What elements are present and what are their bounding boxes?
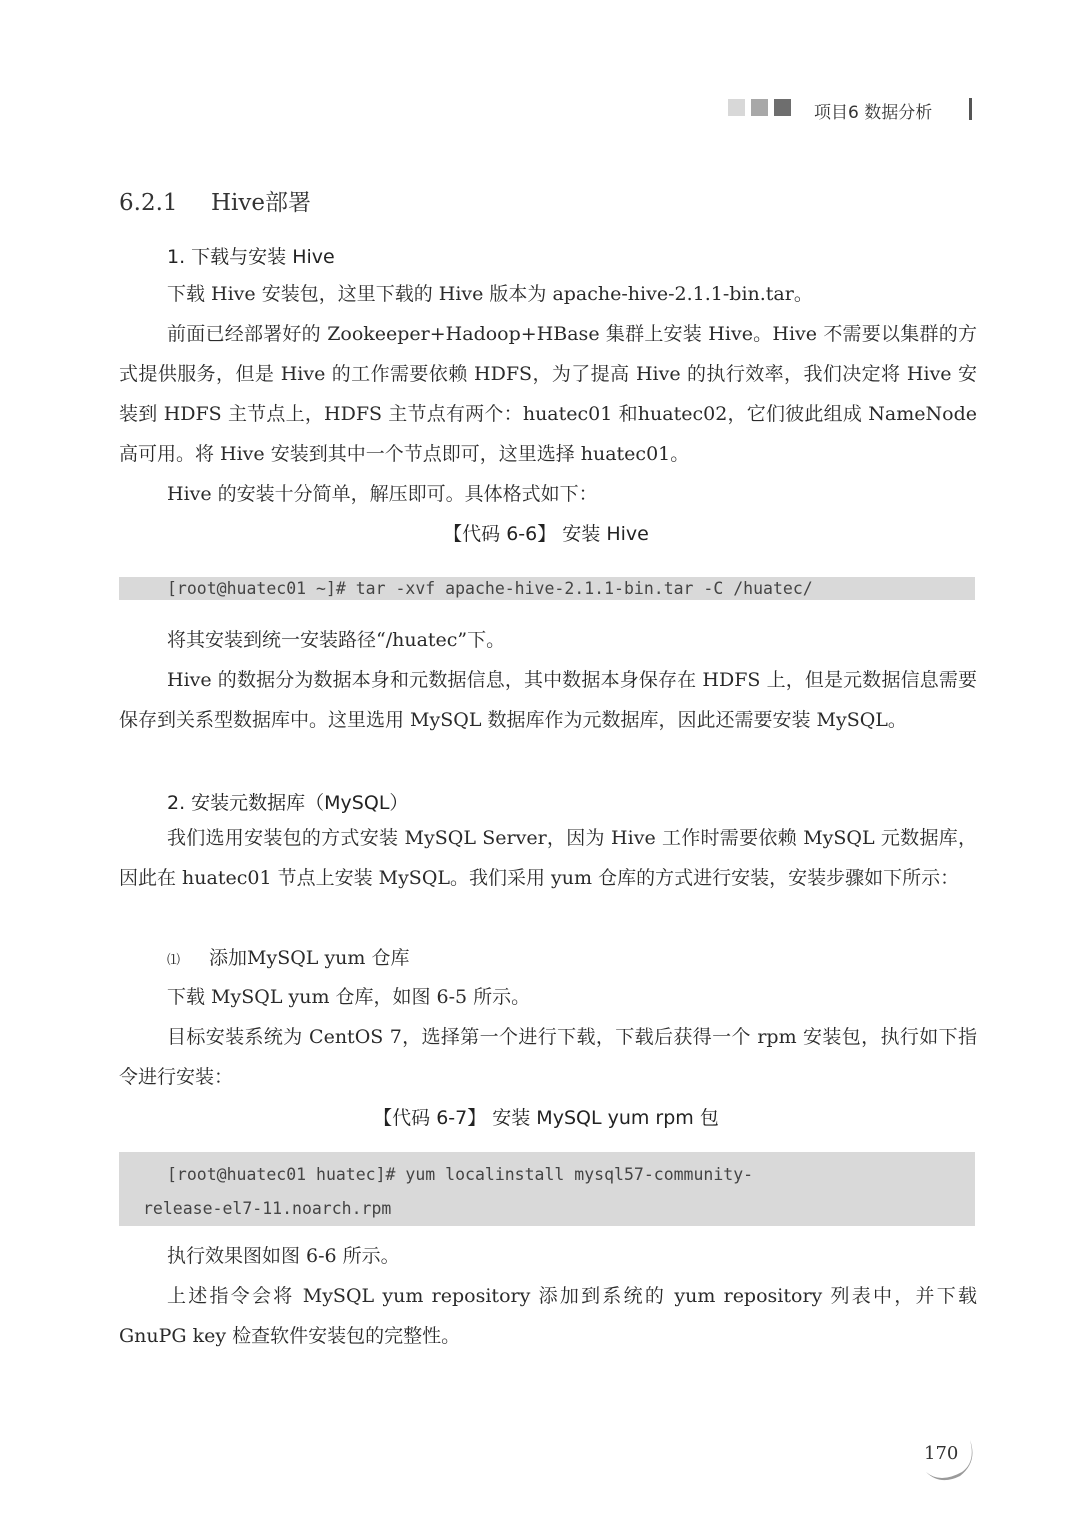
page-number: 170 <box>924 1443 959 1464</box>
paragraph-2: 前面已经部署好的 Zookeeper+Hadoop+HBase 集群上安装 Hive。Hive 不需要以集群的方式提供服务，但是 Hive 的工作需要依赖 HDFS，为了提高 Hive 的执行效率，我们决定将 Hive 安装到 HDFS 主节点上，HDFS 主节点有两个：huatec01 和huatec02，它们彼此组成 NameNode 高可用。将 Hive 安装到其中一个节点即可，这里选择 huatec01。 <box>119 323 977 465</box>
code-line-2: release-el7-11.noarch.rpm <box>143 1199 392 1218</box>
subsection-heading-1: 1. 下载与安装 Hive <box>167 246 335 268</box>
section-number: 6.2.1 <box>119 190 178 216</box>
code-caption-6-6: 【代码 6-6】 安装 Hive <box>443 523 649 545</box>
header-divider <box>969 98 972 120</box>
header-square-mid <box>751 99 768 116</box>
running-header: 项目6 数据分析 <box>814 103 933 123</box>
paragraph-7: 下载 MySQL yum 仓库，如图 6-5 所示。 <box>167 986 531 1008</box>
section-title: Hive部署 <box>211 190 312 216</box>
paragraph-10: 上述指令会将 MySQL yum repository 添加到系统的 yum repository 列表中，并下载 GnuPG key 检查软件安装包的完整性。 <box>119 1285 977 1347</box>
paragraph-1: 下载 Hive 安装包，这里下载的 Hive 版本为 apache-hive-2.1.1-bin.tar。 <box>167 283 813 305</box>
header-square-dark <box>774 99 791 116</box>
paragraph-6: 我们选用安装包的方式安装 MySQL Server，因为 Hive 工作时需要依赖 MySQL 元数据库，因此在 huatec01 节点上安装 MySQL。我们采用 yum 仓库的方式进行安装，安装步骤如下所示： <box>119 827 977 889</box>
paragraph-3: Hive 的安装十分简单，解压即可。具体格式如下： <box>167 483 598 505</box>
step-1 <box>167 943 409 970</box>
paragraph-4: 将其安装到统一安装路径“/huatec”下。 <box>167 629 506 651</box>
step-marker: ⑴ <box>167 953 181 968</box>
paragraph-9: 执行效果图如图 6-6 所示。 <box>167 1245 400 1267</box>
header-square-light <box>728 99 745 116</box>
code-block-6-7 <box>119 1152 975 1226</box>
code-caption-6-7: 【代码 6-7】 安装 MySQL yum rpm 包 <box>373 1107 719 1129</box>
paragraph-5: Hive 的数据分为数据本身和元数据信息，其中数据本身保存在 HDFS 上，但是元数据信息需要保存到关系型数据库中。这里选用 MySQL 数据库作为元数据库，因此还需要安装 MySQL。 <box>119 669 977 731</box>
section-heading <box>119 184 311 217</box>
page-number-badge <box>918 1432 978 1482</box>
paragraph-8: 目标安装系统为 CentOS 7，选择第一个进行下载，下载后获得一个 rpm 安装包，执行如下指令进行安装： <box>119 1026 977 1088</box>
header-decoration <box>728 99 791 116</box>
step-text: 添加MySQL yum 仓库 <box>209 947 410 969</box>
code-line-1: [root@huatec01 huatec]# yum localinstall mysql57-community- <box>167 1165 754 1184</box>
code-block-6-6: [root@huatec01 ~]# tar -xvf apache-hive-2.1.1-bin.tar -C /huatec/ <box>119 577 975 600</box>
subsection-heading-2: 2. 安装元数据库（MySQL） <box>167 792 409 814</box>
